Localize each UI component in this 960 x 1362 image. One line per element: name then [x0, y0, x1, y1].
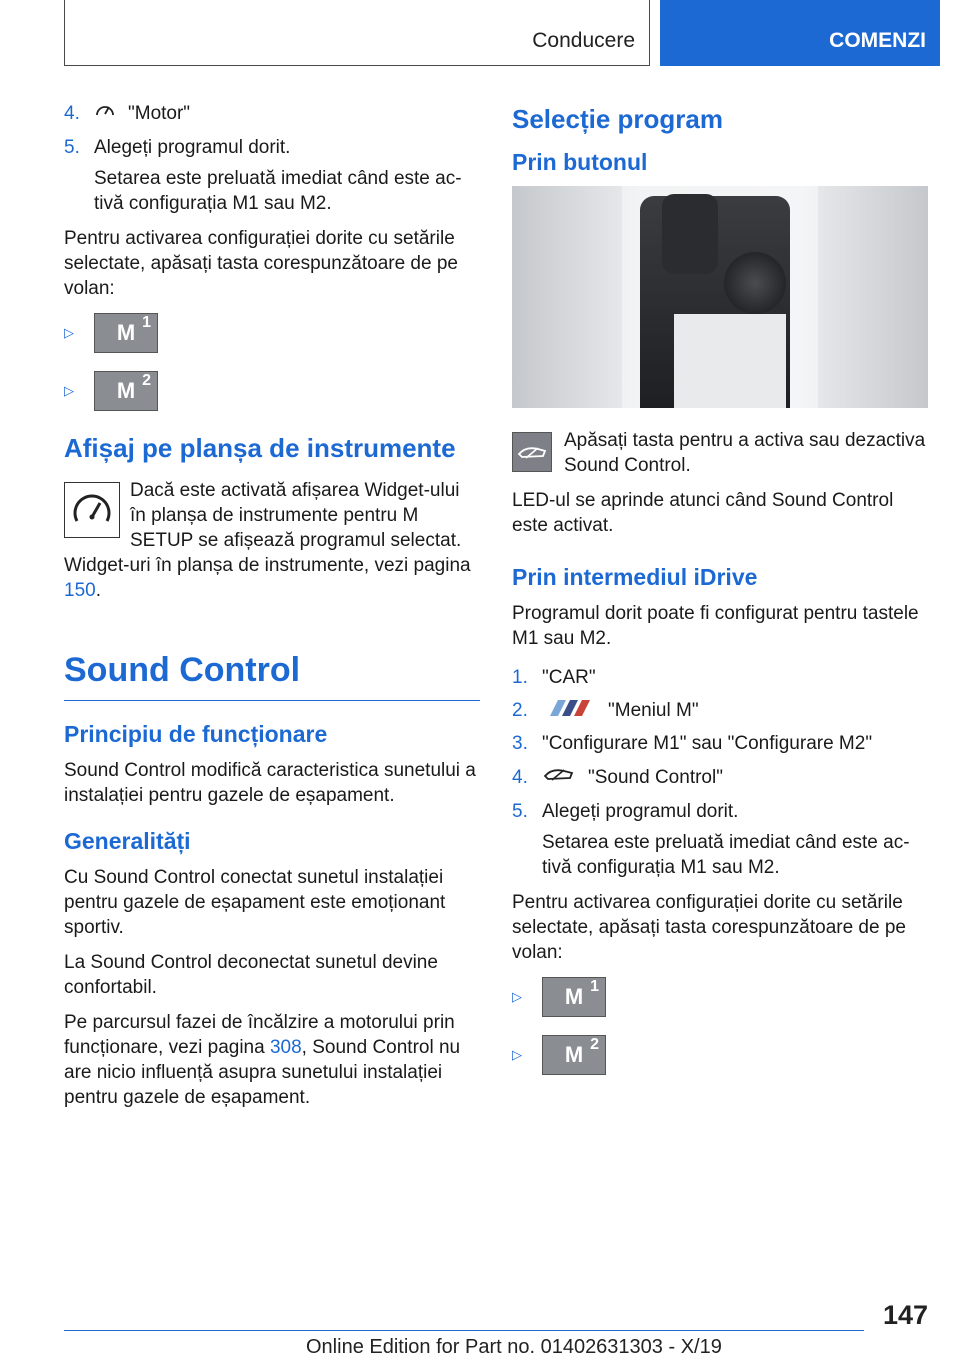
- heading-afisaj: Afișaj pe planșa de instrumente: [64, 433, 456, 463]
- heading-generalitati: Generalități: [64, 828, 191, 854]
- page-link[interactable]: 150: [64, 580, 96, 601]
- header-chapter-tab: [660, 0, 940, 66]
- list-subtext: Setarea este preluată imediat când este activă configurația M1 sau M2.: [542, 832, 910, 878]
- list-item: [512, 665, 928, 690]
- list-number: 4.: [512, 767, 528, 788]
- list-number: 1.: [512, 667, 528, 688]
- m1-button-item: [512, 977, 928, 1017]
- list-number: 4.: [64, 103, 80, 124]
- heading-buton: Prin butonul: [512, 149, 648, 175]
- heading-principiu: Principiu de funcționare: [64, 721, 328, 747]
- footer-rule: [64, 1330, 864, 1331]
- list-item: [64, 100, 480, 127]
- paragraph: Pentru activarea configurației dorite cu setările selectate, apăsați tasta corespunzătoare de pe volan:: [64, 228, 458, 299]
- paragraph: La Sound Control deconectat sunetul devine confortabil.: [64, 952, 438, 998]
- afisaj-block: [64, 478, 480, 613]
- m1-button-icon: M 1: [94, 313, 158, 353]
- list-item: [512, 799, 928, 824]
- list-item: [64, 135, 480, 160]
- gauge-icon: [94, 100, 116, 127]
- sound-control-icon: [512, 432, 552, 472]
- heading-selectie: Selecție program: [512, 104, 723, 134]
- m1-button-item: [64, 313, 480, 353]
- list-text: Alegeți programul dorit.: [542, 801, 739, 822]
- buton-block: [512, 428, 928, 488]
- sound-control-icon: [542, 764, 576, 791]
- heading-sound-control: Sound Control: [64, 651, 480, 701]
- page-number: 147: [882, 1300, 928, 1330]
- paragraph: Dacă este activată afișarea Widget-ului în planșa de instrumente pentru M SETUP se afișează programul selectat. Widget-uri în planșa de instrumente, vezi pagina 150.: [64, 480, 471, 601]
- list-item: [512, 731, 928, 756]
- header-section-label: Conducere: [532, 29, 635, 52]
- program-steps-continued: [64, 100, 480, 216]
- m2-button-icon: M 2: [542, 1035, 606, 1075]
- idrive-steps: [512, 665, 928, 880]
- m2-button-item: [64, 371, 480, 411]
- edition-text: Online Edition for Part no. 01402631303 - X/19: [306, 1336, 722, 1358]
- right-column: [512, 100, 928, 1093]
- paragraph: Pentru activarea configurației dorite cu setările selectate, apăsați tasta corespunzătoare de pe volan:: [512, 892, 906, 963]
- gauge-icon: [64, 482, 120, 538]
- triangle-bullet-icon: ▷: [64, 325, 74, 340]
- list-number: 5.: [64, 137, 80, 158]
- heading-idrive: Prin intermediul iDrive: [512, 564, 758, 590]
- left-column: [64, 100, 480, 1120]
- list-text: "CAR": [542, 667, 596, 688]
- list-text: "Motor": [128, 103, 191, 124]
- list-item: [512, 698, 928, 723]
- paragraph: LED-ul se aprinde atunci când Sound Control este activat.: [512, 490, 894, 536]
- list-subtext: Setarea este preluată imediat când este activă configurația M1 sau M2.: [94, 168, 462, 214]
- m-stripes-icon: [542, 698, 596, 723]
- list-text: "Configurare M1" sau "Configurare M2": [542, 733, 873, 754]
- list-item: [512, 764, 928, 791]
- list-text: "Sound Control": [588, 767, 723, 788]
- m1-button-icon: M 1: [542, 977, 606, 1017]
- page-link[interactable]: 308: [269, 1037, 302, 1058]
- m2-button-item: [512, 1035, 928, 1075]
- list-text: Alegeți programul dorit.: [94, 137, 291, 158]
- m2-button-icon: M 2: [94, 371, 158, 411]
- paragraph: Programul dorit poate fi configurat pentru tastele M1 sau M2.: [512, 603, 919, 649]
- list-number: 2.: [512, 700, 528, 721]
- header-section-tab: [64, 0, 650, 66]
- triangle-bullet-icon: ▷: [512, 1047, 522, 1062]
- paragraph: Apăsați tasta pentru a activa sau dezactiva Sound Control.: [564, 430, 926, 476]
- triangle-bullet-icon: ▷: [512, 989, 522, 1004]
- list-number: 3.: [512, 733, 528, 754]
- paragraph: Sound Control modifică caracteristica sunetului a instalației pentru gazele de eșapament.: [64, 760, 476, 806]
- paragraph: Pe parcursul fazei de încălzire a motorului prin funcționare, vezi pagina 308, Sound Control nu are nicio influență asupra sunetului instalației pentru gazele de eșapament.: [64, 1012, 461, 1108]
- header-chapter-label: COMENZI: [829, 29, 926, 52]
- list-number: 5.: [512, 801, 528, 822]
- paragraph: Cu Sound Control conectat sunetul instalației pentru gazele de eșapament este emoționant sportiv.: [64, 867, 446, 938]
- center-console-photo: [512, 186, 928, 408]
- list-text: "Meniul M": [608, 700, 699, 721]
- triangle-bullet-icon: ▷: [64, 383, 74, 398]
